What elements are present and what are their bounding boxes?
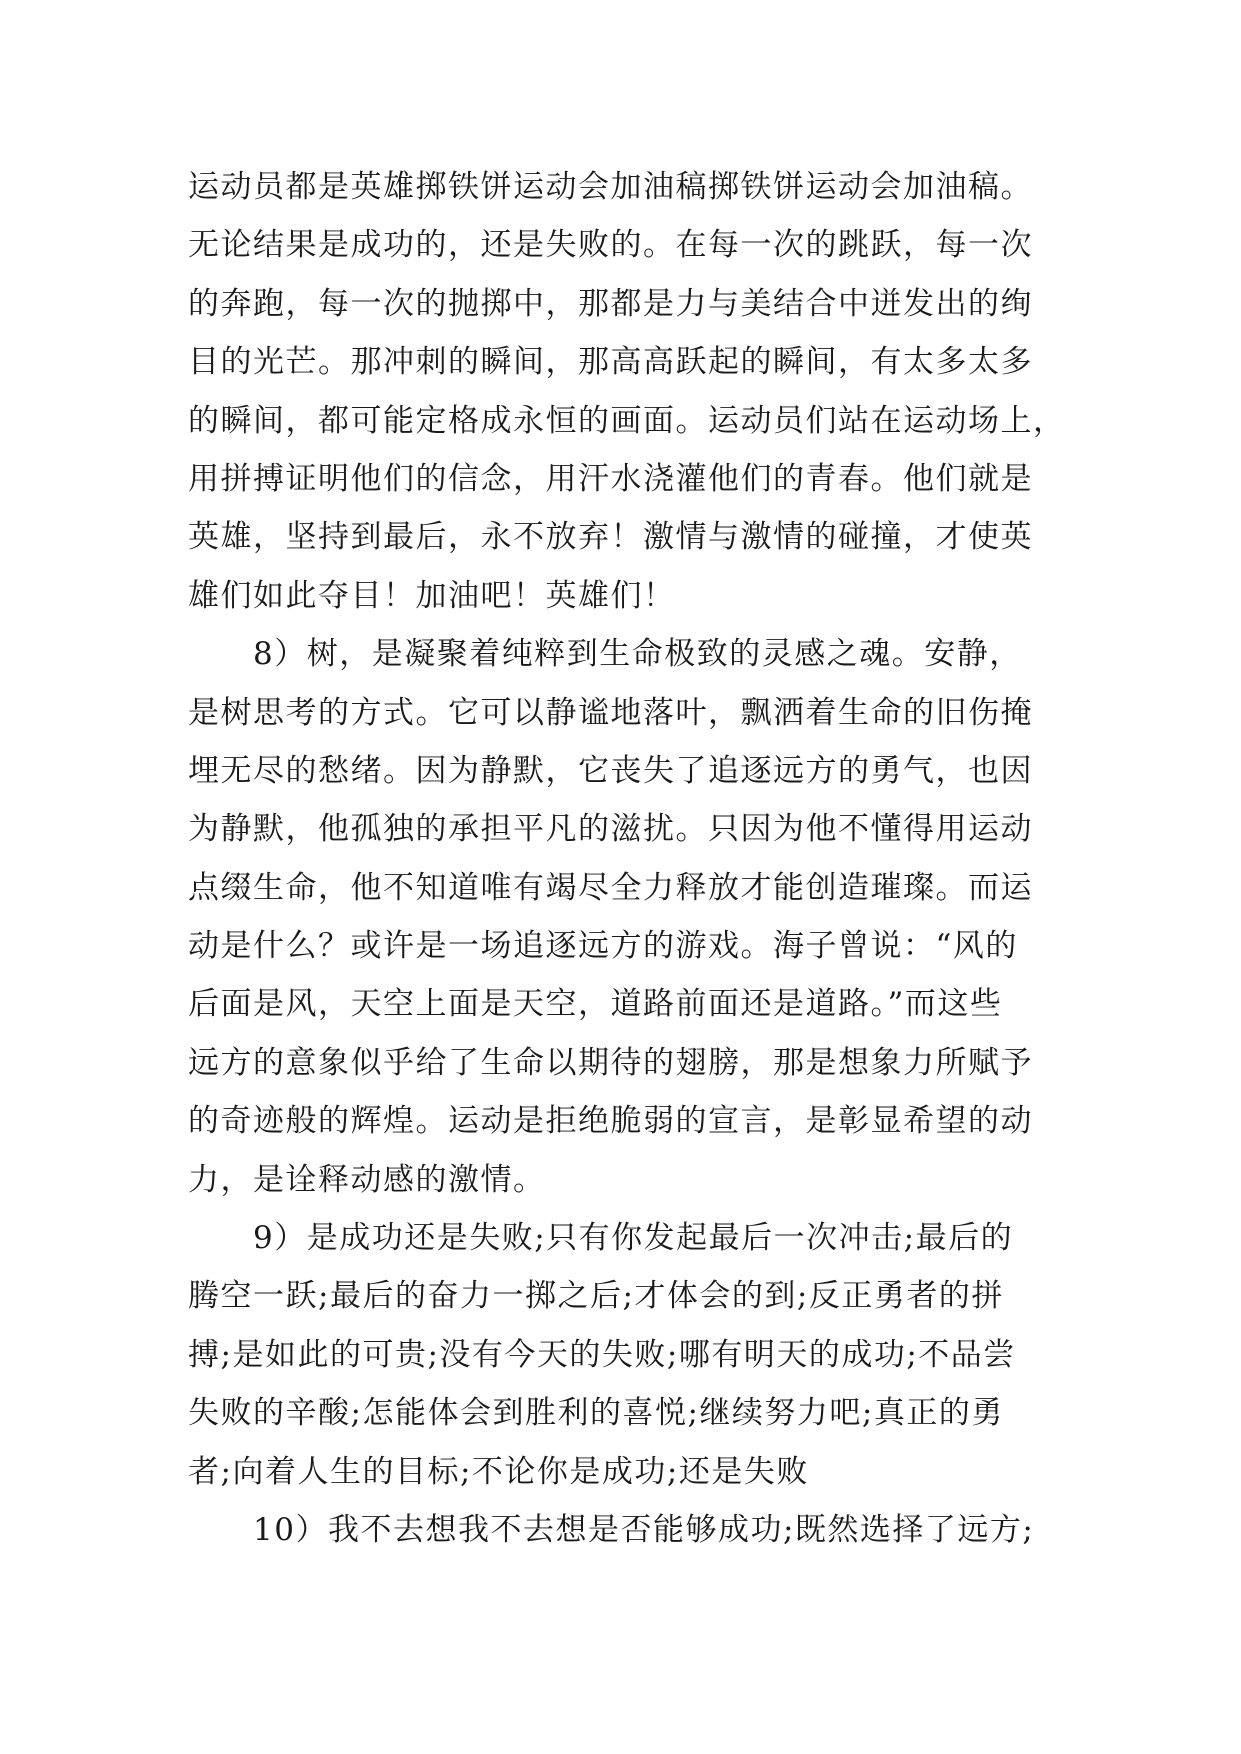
text-line: 者;向着人生的目标;不论你是成功;还是失败 [188,1453,809,1490]
text-line: 运动员都是英雄掷铁饼运动会加油稿掷铁饼运动会加油稿。 [188,169,1033,205]
text-line: 英雄，坚持到最后，永不放弃！激情与激情的碰撞，才使英 [188,519,1033,556]
paragraph-10-start: 10）我不去想我不去想是否能够成功;既然选择了远方; [188,1511,1035,1548]
text-line: 雄们如此夺目！加油吧！英雄们！ [188,577,676,614]
text-line: 目的光芒。那冲刺的瞬间，那高高跃起的瞬间，有太多太多 [188,344,1033,381]
text-line: 后面是风，天空上面是天空，道路前面还是道路。”而这些 [188,986,1003,1023]
text-line: 搏;是如此的可贵;没有今天的失败;哪有明天的成功;不品尝 [188,1336,1016,1373]
body-text [188,158,1068,1559]
text-line: 的瞬间，都可能定格成永恒的画面。运动员们站在运动场上， [188,402,1066,439]
text-line: 的奇迹般的辉煌。运动是拒绝脆弱的宣言，是彰显希望的动 [188,1103,1033,1140]
paragraph-8-start: 8）树，是凝聚着纯粹到生命极致的灵感之魂。安静， [188,636,1022,673]
text-line: 用拼搏证明他们的信念，用汗水浇灌他们的青春。他们就是 [188,460,1033,497]
text-line: 为静默，他孤独的承担平凡的滋扰。只因为他不懂得用运动 [188,811,1033,848]
text-line: 动是什么？或许是一场追逐远方的游戏。海子曾说：“风的 [188,928,1018,965]
text-line: 是树思考的方式。它可以静谧地落叶，飘洒着生命的旧伤掩 [188,694,1033,731]
text-line: 远方的意象似乎给了生命以期待的翅膀，那是想象力所赋予 [188,1044,1033,1081]
paragraph-9-start: 9）是成功还是失败;只有你发起最后一次冲击;最后的 [188,1220,1014,1257]
text-line: 埋无尽的愁绪。因为静默，它丧失了追逐远方的勇气，也因 [188,752,1033,789]
text-line: 点缀生命，他不知道唯有竭尽全力释放才能创造璀璨。而运 [188,869,1033,906]
text-line: 力，是诠释动感的激情。 [188,1161,546,1198]
text-line: 腾空一跃;最后的奋力一掷之后;才体会的到;反正勇者的拼 [188,1278,1004,1315]
text-line: 无论结果是成功的，还是失败的。在每一次的跳跃，每一次 [188,227,1033,264]
text-line: 失败的辛酸;怎能体会到胜利的喜悦;继续努力吧;真正的勇 [188,1395,1004,1432]
text-line: 的奔跑，每一次的抛掷中，那都是力与美结合中迸发出的绚 [188,285,1033,322]
